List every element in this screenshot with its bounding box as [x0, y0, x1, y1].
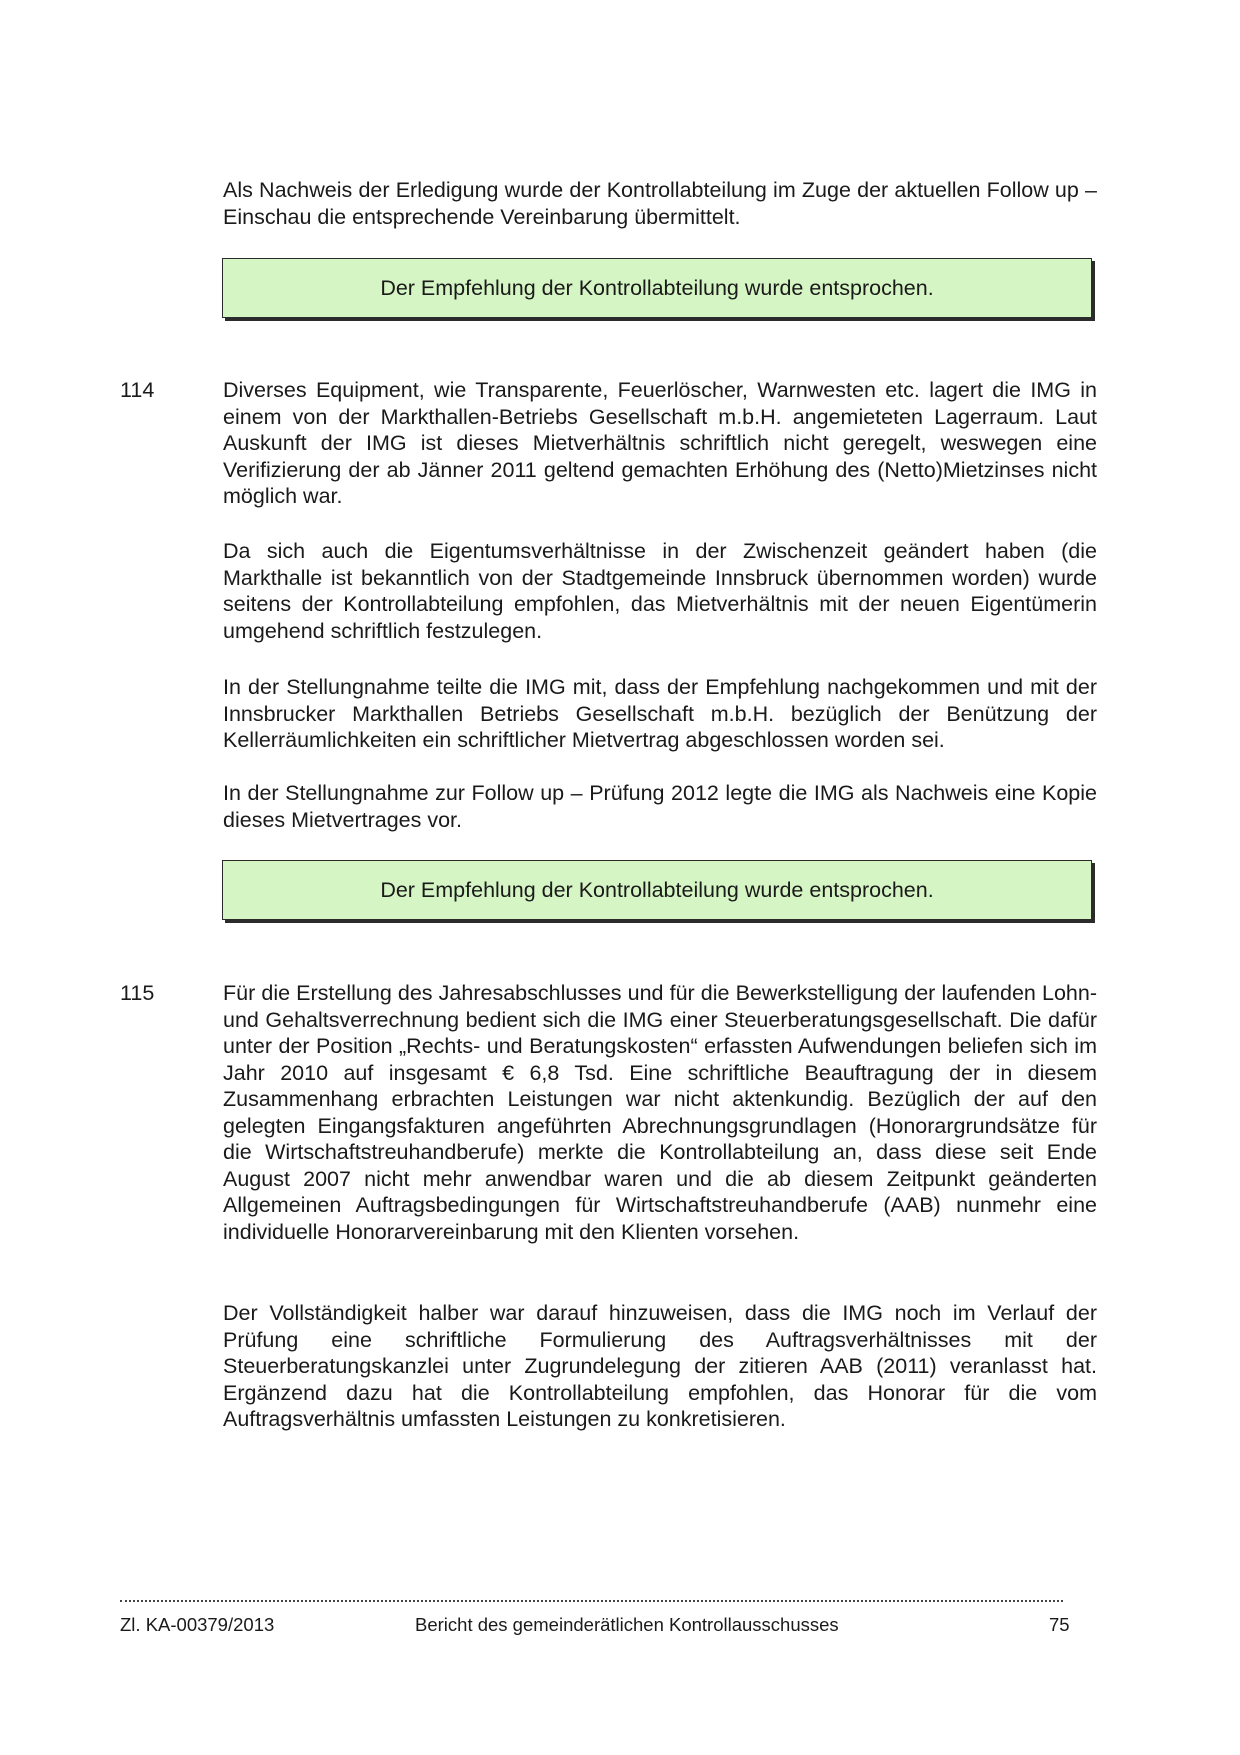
section-115-paragraph: Der Vollständigkeit halber war darauf hinzuweisen, dass die IMG noch im Verlauf der Prüfung eine schriftliche Formulierung des Auftragsverhältnisses mit der Steuerberatungskanzlei unter Zugrundelegung der zitieren AAB (2011) veranlasst hat. Ergänzend dazu hat die Kontrollabteilung empfohlen, das Honorar für die vom Auftragsverhältnis umfassten Leistungen zu konkretisieren. [223, 1301, 1097, 1431]
section-114-paragraph: In der Stellungnahme teilte die IMG mit, dass der Empfehlung nachgekommen und mit der Innsbrucker Markthallen Betriebs Gesellschaft m.b.H. bezüglich der Benützung der Kellerräumlichkeiten ein schriftlicher Mietvertrag abgeschlossen worden sei. [223, 675, 1097, 752]
section-number-114: 114 [120, 378, 155, 402]
section-114-paragraph: In der Stellungnahme zur Follow up – Prüfung 2012 legte die IMG als Nachweis eine Kopie dieses Mietvertrages vor. [223, 781, 1097, 832]
recommendation-result-box [222, 860, 1092, 920]
recommendation-result-text: Der Empfehlung der Kontrollabteilung wurde entsprochen. [380, 275, 934, 300]
recommendation-result-text: Der Empfehlung der Kontrollabteilung wurde entsprochen. [380, 877, 934, 902]
section-115-para-1-block [223, 980, 1097, 1245]
recommendation-result-box [222, 258, 1092, 318]
section-115-para-2-block [223, 1300, 1097, 1433]
intro-paragraph: Als Nachweis der Erledigung wurde der Kontrollabteilung im Zuge der aktuellen Follow up – Einschau die entsprechende Vereinbarung übermittelt. [223, 178, 1097, 229]
footer-reference: Zl. KA-00379/2013 [120, 1614, 275, 1635]
section-114-para-2-block [223, 538, 1097, 644]
section-115-paragraph: Für die Erstellung des Jahresabschlusses und für die Bewerkstelligung der laufenden Lohn- und Gehaltsverrechnung bedient sich die IMG einer Steuerberatungsgesellschaft. Die dafür unter der Position „Rechts- und Beratungskosten“ erfassten Aufwendungen beliefen sich im Jahr 2010 auf insgesamt € 6,8 Tsd. Eine schriftliche Beauftragung der in diesem Zusammenhang erbrachten Leistungen war nicht aktenkundig. Bezüglich der auf den gelegten Eingangsfakturen angeführten Abrechnungsgrundlagen (Honorargrundsätze für die Wirtschaftstreuhandberufe) merkte die Kontrollabteilung an, dass diese seit Ende August 2007 nicht mehr anwendbar waren und die ab diesem Zeitpunkt geänderten Allgemeinen Auftragsbedingungen für Wirtschaftstreuhandberufe (AAB) nunmehr eine individuelle Honorarvereinbarung mit den Klienten vorsehen. [223, 981, 1097, 1244]
footer-dotted-rule [120, 1590, 1063, 1602]
section-114-paragraph: Diverses Equipment, wie Transparente, Feuerlöscher, Warnwesten etc. lagert die IMG in einem von der Markthallen-Betriebs Gesellschaft m.b.H. angemieteten Lagerraum. Laut Auskunft der IMG ist dieses Mietverhältnis schriftlich nicht geregelt, weswegen eine Verifizierung der ab Jänner 2011 geltend gemachten Erhöhung des (Netto)Mietzinses nicht möglich war. [223, 378, 1097, 508]
section-114-para-1-block [223, 377, 1097, 510]
footer-title: Bericht des gemeinderätlichen Kontrollausschusses [415, 1614, 839, 1635]
section-number-115: 115 [120, 981, 155, 1005]
section-114-paragraph: Da sich auch die Eigentumsverhältnisse in der Zwischenzeit geändert haben (die Markthalle ist bekanntlich von der Stadtgemeinde Innsbruck übernommen worden) wurde seitens der Kontrollabteilung empfohlen, das Mietverhältnis mit der neuen Eigentümerin umgehend schriftlich festzulegen. [223, 539, 1097, 643]
footer-page-number: 75 [1049, 1614, 1070, 1635]
section-114-para-4-block [223, 780, 1097, 833]
intro-paragraph-block [223, 177, 1097, 230]
section-114-para-3-block [223, 674, 1097, 754]
